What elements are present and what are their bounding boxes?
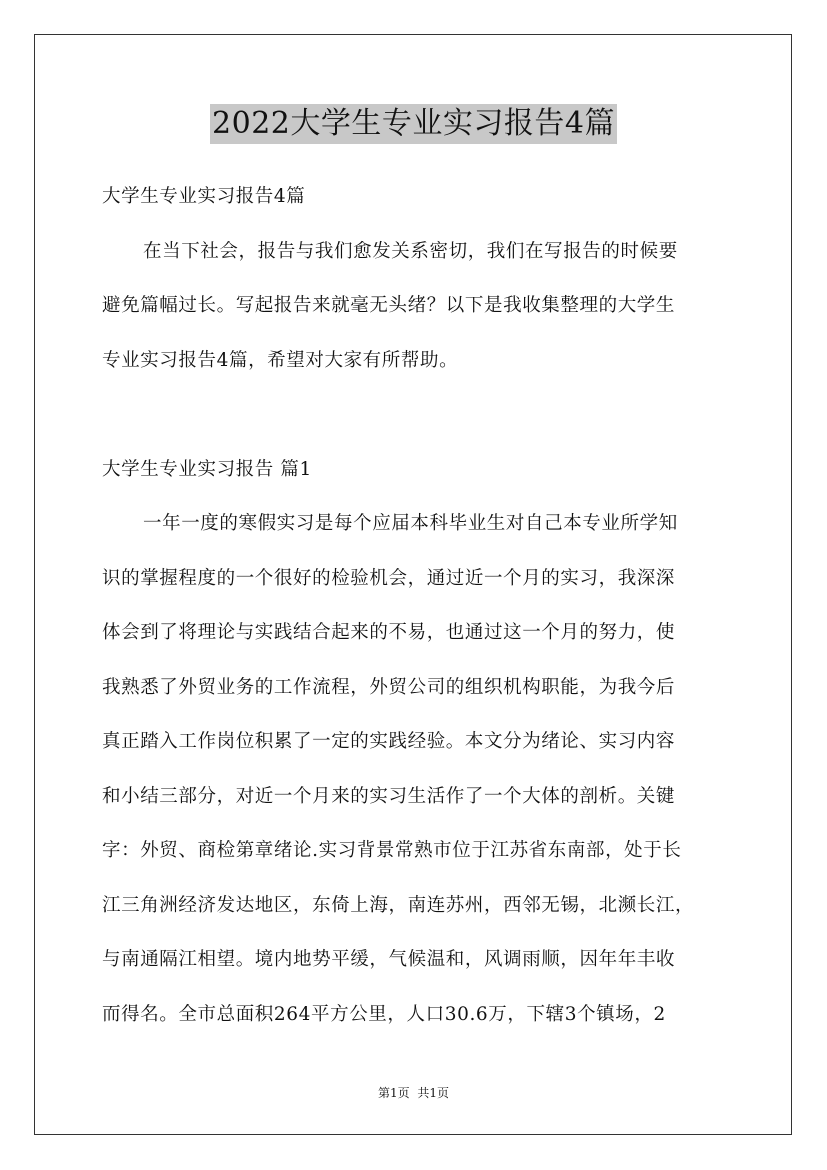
section-heading: 大学生专业实习报告 篇1: [102, 458, 312, 480]
page-footer: [0, 1084, 827, 1101]
paragraph-gap: [102, 388, 730, 443]
page-total: 共1页: [417, 1086, 449, 1100]
body-line: 体会到了将理论与实践结合起来的不易，也通过这一个月的努力，使: [102, 622, 676, 643]
intro-line: 专业实习报告4篇，希望对大家有所帮助。: [102, 349, 459, 371]
body-line: 与南通隔江相望。境内地势平缓，气候温和，风调雨顺，因年年丰收: [102, 949, 676, 970]
document-title: 2022大学生专业实习报告4篇: [210, 104, 617, 144]
body-line: 江三角洲经济发达地区，东倚上海，南连苏州，西邻无锡，北濒长江，: [102, 894, 695, 916]
body-line: 和小结三部分，对近一个月来的实习生活作了一个大体的剖析。关键: [102, 785, 676, 807]
document-body: [102, 170, 730, 1042]
title-container: [0, 104, 827, 144]
body-line: 一年一度的寒假实习是每个应届本科毕业生对自己本专业所学知: [143, 513, 678, 534]
body-line: 识的掌握程度的一个很好的检验机会，通过近一个月的实习，我深深: [102, 567, 676, 589]
body-line: 字：外贸、商检第章绪论.实习背景常熟市位于江苏省东南部，处于长: [102, 840, 682, 861]
body-line: 真正踏入工作岗位积累了一定的实践经验。本文分为绪论、实习内容: [102, 731, 676, 752]
intro-line: 避免篇幅过长。写起报告来就毫无头绪？以下是我收集整理的大学生: [102, 295, 676, 316]
page-number: 第1页: [378, 1086, 410, 1100]
subtitle: 大学生专业实习报告4篇: [102, 186, 306, 207]
intro-line: 在当下社会，报告与我们愈发关系密切，我们在写报告的时候要: [143, 240, 678, 262]
body-line: 我熟悉了外贸业务的工作流程，外贸公司的组织机构职能，为我今后: [102, 676, 676, 698]
body-line: 而得名。全市总面积264平方公里，人口30.6万，下辖3个镇场，2: [102, 1003, 666, 1025]
